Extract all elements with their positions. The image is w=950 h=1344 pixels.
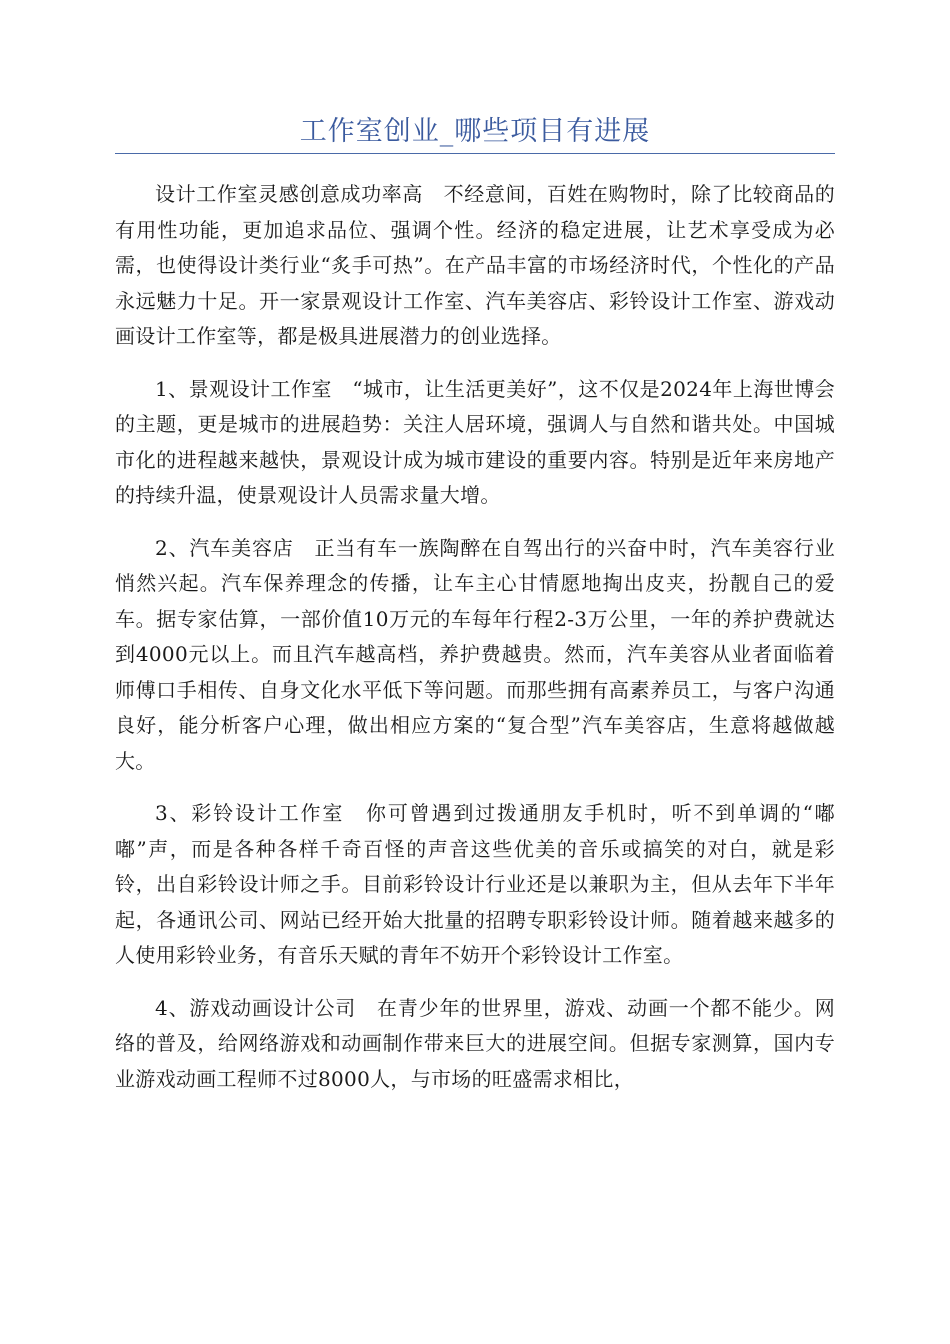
- paragraph-intro: 设计工作室灵感创意成功率高 不经意间，百姓在购物时，除了比较商品的有用性功能，更加追求品位、强调个性。经济的稳定进展，让艺术享受成为必需，也使得设计类行业“炙手可热”。在产品丰富的市场经济时代，个性化的产品永远魅力十足。开一家景观设计工作室、汽车美容店、彩铃设计工作室、游戏动画设计工作室等，都是极具进展潜力的创业选择。: [115, 182, 835, 348]
- paragraph-car-beauty: 2、汽车美容店 正当有车一族陶醉在自驾出行的兴奋中时，汽车美容行业悄然兴起。汽车保养理念的传播，让车主心甘情愿地掏出皮夹，扮靓自己的爱车。据专家估算，一部价值10万元的车每年行程2-3万公里，一年的养护费就达到4000元以上。而且汽车越高档，养护费越贵。然而，汽车美容从业者面临着师傅口手相传、自身文化水平低下等问题。而那些拥有高素养员工，与客户沟通良好，能分析客户心理，做出相应方案的“复合型”汽车美容店，生意将越做越大。: [115, 535, 835, 773]
- paragraph-ringtone-design: 3、彩铃设计工作室 你可曾遇到过拨通朋友手机时，听不到单调的“嘟嘟”声，而是各种各样千奇百怪的声音这些优美的音乐或搞笑的对白，就是彩铃，出自彩铃设计师之手。目前彩铃设计行业还是以兼职为主，但从去年下半年起，各通讯公司、网站已经开始大批量的招聘专职彩铃设计师。随着越来越多的人使用彩铃业务，有音乐天赋的青年不妨开个彩铃设计工作室。: [115, 801, 835, 967]
- document-body: [115, 177, 835, 1114]
- paragraph-landscape-design: 1、景观设计工作室 “城市，让生活更美好”，这不仅是2024年上海世博会的主题，更是城市的进展趋势：关注人居环境，强调人与自然和谐共处。中国城市化的进程越来越快，景观设计成为城市建设的重要内容。特别是近年来房地产的持续升温，使景观设计人员需求量大增。: [115, 376, 835, 507]
- paragraph-game-animation: 4、游戏动画设计公司 在青少年的世界里，游戏、动画一个都不能少。网络的普及，给网络游戏和动画制作带来巨大的进展空间。但据专家测算，国内专业游戏动画工程师不过8000人，与市场的旺盛需求相比，: [115, 995, 835, 1091]
- title-underline: [115, 153, 835, 154]
- page-title: 工作室创业_哪些项目有进展: [299, 116, 651, 147]
